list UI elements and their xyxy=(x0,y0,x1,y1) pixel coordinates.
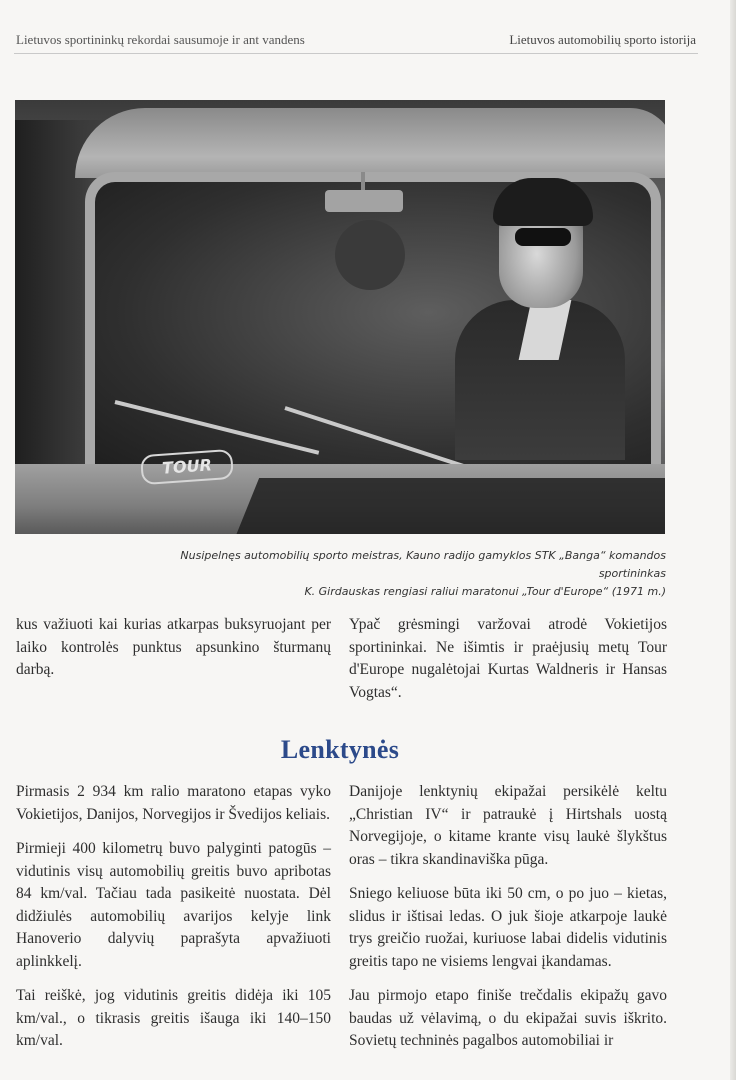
running-header xyxy=(16,30,696,52)
top-left-column xyxy=(16,614,331,694)
rally-car-photo xyxy=(15,100,665,534)
photo-passenger xyxy=(335,220,405,290)
section-heading: Lenktynės xyxy=(280,735,400,764)
paragraph: Tai reiškė, jog vidutinis greitis didėja iki 105 km/val., o tikrasis greitis išauga iki 140–150 km/val. xyxy=(16,987,331,1049)
photo-caption xyxy=(140,547,666,601)
photo-tour-badge: TOUR xyxy=(140,449,234,485)
photo-car-roof xyxy=(75,108,665,178)
page-edge xyxy=(730,0,736,1080)
header-divider xyxy=(14,53,698,54)
paragraph: Pirmasis 2 934 km ralio maratono etapas vyko Vokietijos, Danijos, Norvegijos ir Švedijos keliais. xyxy=(16,783,331,823)
photo-rearview-mirror xyxy=(325,190,403,212)
paragraph: Jau pirmojo etapo finiše trečdalis ekipažų gavo baudas už vėlavimą, o du ekipažai suvis iškrito. Sovietų techninės pagalbos automobiliai ir xyxy=(349,987,667,1049)
paragraph: Danijoje lenktynių ekipažai persikėlė keltu „Christian IV“ ir patraukė į Hirtshals uostą Norvegijoje, o kitame krante visų laukė šlykštus oras – tikra skandinaviška pūga. xyxy=(349,783,667,868)
bottom-left-column xyxy=(16,781,331,1065)
bottom-right-column xyxy=(349,781,667,1065)
top-right-column xyxy=(349,614,667,716)
paragraph: Sniego keliuose būta iki 50 cm, o po juo – kietas, slidus ir ištisai ledas. O juk šioje atkarpoje laukė trys greičio ruožai, kuriuose labai didelis vidutinis greitis tapo ne visiems lengvai įkandamas. xyxy=(349,885,667,970)
caption-line-2: K. Girdauskas rengiasi raliui maratonui „Tour d'Europe“ (1971 m.) xyxy=(304,585,666,598)
paragraph: Ypač grėsmingi varžovai atrodė Vokietijos sportininkai. Ne išimtis ir praėjusių metų Tour d'Europe nugalėtojai Kurtas Waldneris ir Hansas Vogtas“. xyxy=(349,616,667,701)
header-book-title: Lietuvos sportininkų rekordai sausumoje ir ant vandens xyxy=(16,32,305,47)
paragraph: Pirmieji 400 kilometrų buvo palyginti patogūs – vidutinis visų automobilių greitis buvo apribotas 84 km/val. Tačiau tada pasikeitė nuostata. Dėl didžiulės automobilių avarijos kelyje link Hanoverio dalyvių paprašyta apvažiuoti aplinkkelį. xyxy=(16,840,331,970)
paragraph: kus važiuoti kai kurias atkarpas buksyruojant per laiko kontrolės punktus apsunkino šturmanų darbą. xyxy=(16,616,331,678)
caption-line-1: Nusipelnęs automobilių sporto meistras, Kauno radijo gamyklos STK „Banga“ komandos sportininkas xyxy=(180,549,666,580)
header-chapter-title: Lietuvos automobilių sporto istorija xyxy=(509,32,696,47)
photo-driver-goggles xyxy=(515,228,571,246)
